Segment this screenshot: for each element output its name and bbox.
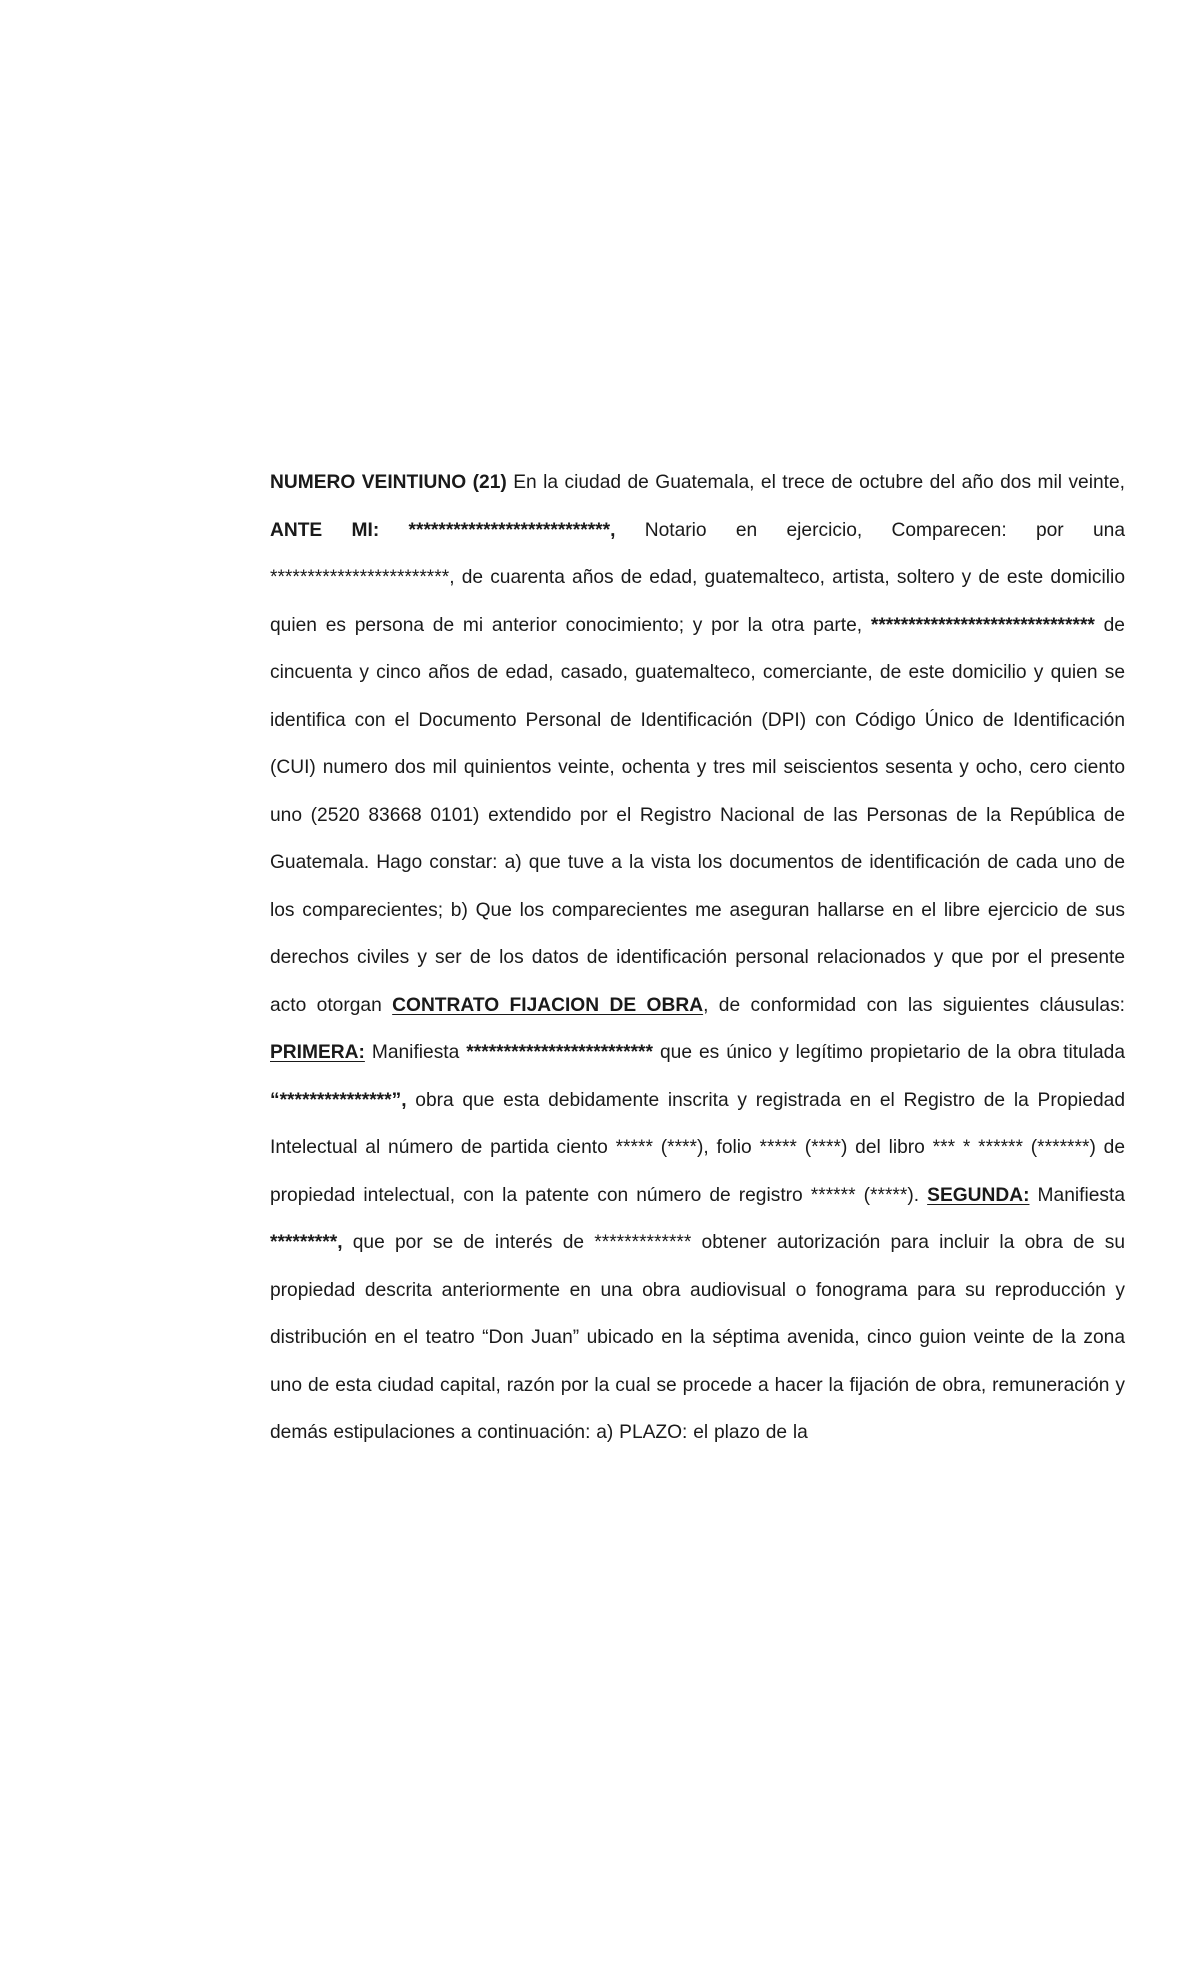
text-segment: Notario en ejercicio, Comparecen: por una ************************, de cuarenta años de edad, guatemalteco, artista, soltero y de este domicilio quien es persona de mi anterior conocimiento; y por la otra parte, xyxy=(270,519,1125,636)
text-segment: En la ciudad de Guatemala, el trece de octubre del año dos mil veinte, xyxy=(506,472,1125,493)
redacted-owner-name: ************************* xyxy=(466,1042,653,1063)
contract-title: CONTRATO FIJACION DE OBRA xyxy=(392,994,704,1016)
text-segment: Manifiesta xyxy=(364,1042,467,1063)
text-segment: obra que esta debidamente inscrita y registrada en el Registro de la Propiedad Intelectual al número de partida ciento ***** (****), folio ***** (****) del libro *** * ****** (*******) de propiedad intelectual, con la patente con número de registro ****** (*****). xyxy=(270,1089,1125,1206)
clause-first-heading: PRIMERA: xyxy=(270,1042,365,1063)
text-segment: que por se de interés de ************* obtener autorización para incluir la obra de su propiedad descrita anteriormente en una obra audiovisual o fonograma para su reproducción y distribución en el teatro “Don Juan” ubicado en la séptima avenida, cinco guion veinte de la zona uno de esta ciudad capital, razón por la cual se procede a hacer la fijación de obra, remuneración y demás estipulaciones a continuación: a) PLAZO: el plazo de la xyxy=(270,1232,1125,1443)
redacted-name: *********, xyxy=(270,1232,343,1253)
deed-number-heading: NUMERO VEINTIUNO (21) xyxy=(270,472,507,493)
notary-label: ANTE MI: ***************************, xyxy=(270,519,616,541)
text-segment: , de conformidad con las siguientes cláusulas: xyxy=(703,994,1125,1016)
text-segment: que es único y legítimo propietario de la obra titulada xyxy=(652,1042,1125,1063)
clause-second-heading: SEGUNDA: xyxy=(927,1184,1030,1206)
redacted-party-name: ****************************** xyxy=(870,614,1095,636)
redacted-work-title: “***************”, xyxy=(270,1089,407,1111)
text-segment: Manifiesta xyxy=(1029,1184,1125,1206)
contract-paragraph xyxy=(270,459,1125,1457)
text-segment: de cincuenta y cinco años de edad, casado, guatemalteco, comerciante, de este domicilio y quien se identifica con el Documento Personal de Identificación (DPI) con Código Único de Identificación (CUI) numero dos mil quinientos veinte, ochenta y tres mil seiscientos sesenta y ocho, cero ciento uno (2520 83668 0101) extendido por el Registro Nacional de las Personas de la República de Guatemala. Hago constar: a) que tuve a la vista los documentos de identificación de cada uno de los comparecientes; b) Que los comparecientes me aseguran hallarse en el libre ejercicio de sus derechos civiles y ser de los datos de identificación personal relacionados y que por el presente acto otorgan xyxy=(270,614,1125,1016)
